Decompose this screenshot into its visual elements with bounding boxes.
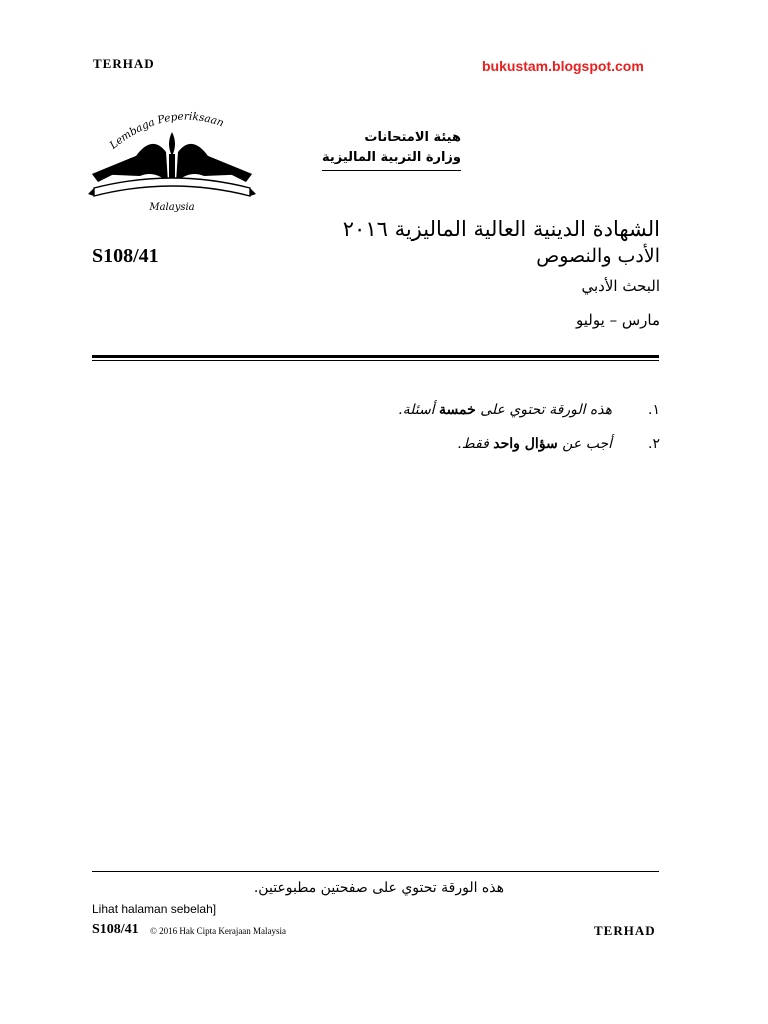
institution-line-2: وزارة التربية الماليزية <box>322 148 461 171</box>
divider-thick <box>92 355 659 358</box>
exam-subject: الأدب والنصوص <box>536 245 660 267</box>
next-page-note: Lihat halaman sebelah] <box>92 902 217 916</box>
instruction-number: ٢. <box>648 436 660 452</box>
institution-header <box>322 128 461 171</box>
footer-divider <box>92 871 659 872</box>
logo-bottom-text: Malaysia <box>149 202 195 213</box>
instructions-list <box>398 396 660 464</box>
exam-title: الشهادة الدينية العالية الماليزية ٢٠١٦ <box>342 217 660 241</box>
exam-session: مارس – يوليو <box>576 311 660 329</box>
instruction-item <box>398 430 660 464</box>
instruction-text: هذه الورقة تحتوي على خمسة أسئلة. <box>398 402 612 418</box>
instruction-item <box>398 396 660 430</box>
classification-label-bottom: TERHAD <box>594 923 656 938</box>
divider-thin <box>92 360 659 361</box>
exam-title-block <box>343 215 660 331</box>
footer-paper-code: S108/41 <box>92 922 139 937</box>
logo-top-text: Lembaga Peperiksaan <box>107 110 226 152</box>
lembaga-peperiksaan-logo <box>88 104 256 216</box>
copyright-notice: © 2016 Hak Cipta Kerajaan Malaysia <box>150 926 287 936</box>
institution-line-1: هيئة الامتحانات <box>364 130 461 145</box>
pages-note: هذه الورقة تحتوي على صفحتين مطبوعتين. <box>253 880 504 896</box>
exam-paper: البحث الأدبي <box>581 277 660 295</box>
instruction-text: أجب عن سؤال واحد فقط. <box>457 436 612 452</box>
instruction-number: ١. <box>648 402 660 418</box>
blog-link[interactable]: bukustam.blogspot.com <box>482 58 644 74</box>
classification-label-top: TERHAD <box>93 56 155 71</box>
paper-code: S108/41 <box>92 245 159 267</box>
